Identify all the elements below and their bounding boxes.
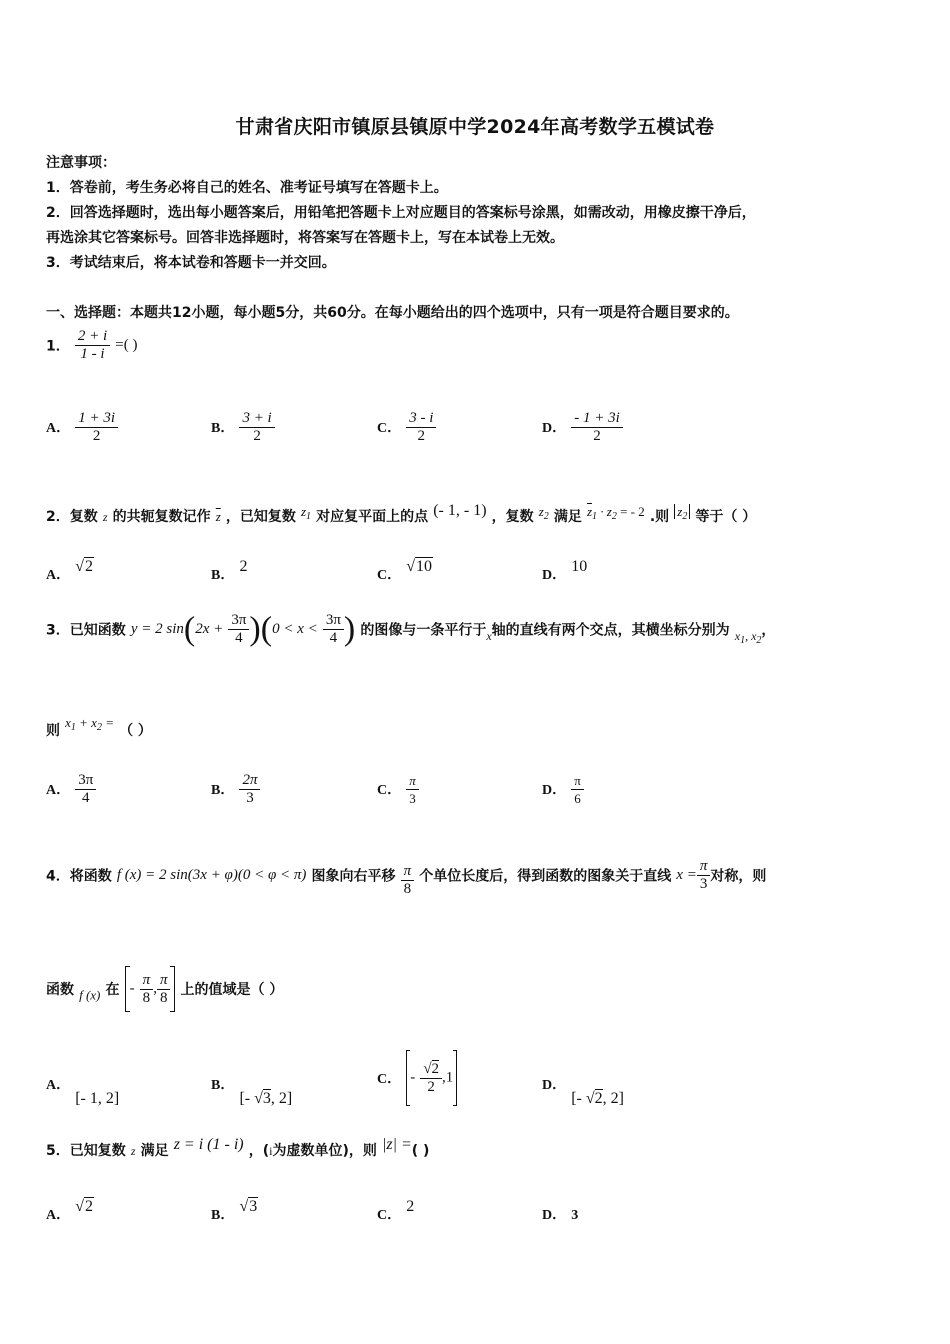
q1-option-c-label: C． [377, 421, 402, 436]
q2-rel-sub: 2 [611, 511, 617, 522]
q4-int-r-num: π [157, 972, 171, 990]
q4-option-d-label: D． [542, 1078, 567, 1093]
q2-relation: · z [600, 504, 612, 519]
q3-text-4: ， [761, 622, 776, 639]
q5-option-c-value: 2 [406, 1198, 415, 1215]
q1-option-b[interactable] [211, 410, 275, 445]
q3-option-c-num: π [406, 772, 419, 790]
q1-option-c[interactable] [377, 410, 436, 445]
question-3: 3．已知函数 y = 2 sin(2x + $\frac{3\pi}{4}$ )(0 < x < $\frac{3\pi}{4}$ ) 的图像与一条平行于$_x$轴的直线有两个交点，其横坐标分别为 $_{x_1, x_2}$， [46, 610, 776, 648]
q5-option-a-value: 2 [85, 1198, 93, 1215]
q2-z1bar: $\overline{z}$ [586, 504, 593, 519]
notice-item-2-cont: 再选涂其它答案标号。回答非选择题时，将答案写在答题卡上，写在本试卷上无效。 [46, 230, 564, 246]
q2-point: (- 1, - 1) [433, 502, 487, 519]
q5-option-d-label: D． [542, 1208, 567, 1223]
q3-text-3: 轴的直线有两个交点，其横坐标分别为 [491, 622, 730, 639]
q2-z2-sub: 2 [543, 511, 549, 522]
q3-func-a: y = 2 sin [130, 621, 184, 637]
question-5 [46, 1136, 429, 1160]
q4-number: 4． [46, 868, 70, 885]
q3-option-a-label: A． [46, 783, 71, 798]
q4-line-den: 3 [699, 876, 708, 892]
q1-option-c-num: 3 - i [406, 410, 436, 428]
q2-option-c-radicand: 10 [416, 558, 432, 575]
q3-number: 3． [46, 622, 70, 639]
q5-option-a-label: A． [46, 1208, 71, 1223]
q5-text-5: ( ) [411, 1143, 430, 1159]
q3-option-d-den: 6 [574, 791, 581, 806]
q3-option-d-num: π [571, 772, 584, 790]
q4-line-num: π [697, 858, 711, 876]
q3-option-a[interactable] [46, 772, 96, 807]
q3-option-b-den: 3 [246, 790, 254, 806]
q2-z1bar-sub: 1 [592, 511, 598, 522]
q3-frac-num: 3π [228, 612, 249, 630]
q2-number: 2． [46, 509, 70, 525]
q3-x2: x [751, 629, 757, 643]
q2-option-c-label: C． [377, 568, 402, 583]
q1-option-a-den: 2 [92, 428, 101, 444]
q5-option-a[interactable]: A． √2 [46, 1198, 93, 1223]
q4-shift-den: 8 [401, 880, 415, 898]
q2-z1: z [300, 504, 307, 519]
q4-option-c-label: C． [377, 1072, 402, 1087]
q2-option-a-radicand: 2 [85, 558, 93, 575]
q2-option-b[interactable] [211, 556, 247, 584]
q2-absz: z [677, 504, 683, 519]
q3-line2-a: 则 [46, 723, 60, 739]
q5-text-2: 满足 [140, 1143, 169, 1159]
q1-tail: =( ) [115, 337, 138, 353]
q4-line2-a: 函数 [46, 982, 74, 998]
q2-text-6: 满足 [553, 509, 582, 525]
q5-equation: z = i (1 - i) [173, 1136, 244, 1153]
q5-option-c-label: C． [377, 1208, 402, 1223]
q2-option-b-value: 2 [239, 558, 248, 575]
q4-text-5: 上的值域是（ ） [180, 982, 284, 998]
q4-int-l-num: π [140, 972, 154, 990]
q3-domain-den: 4 [329, 630, 338, 646]
q4-text-3: 个单位长度后，得到函数的图象关于直线 [419, 868, 672, 885]
q1-option-d[interactable] [542, 410, 623, 445]
q4-text-4: 对称，则 [710, 868, 767, 885]
q3-domain-num: 3π [323, 612, 344, 630]
page-title: 甘肃省庆阳市镇原县镇原中学2024年高考数学五模试卷 [235, 116, 715, 138]
q3-option-d-label: D． [542, 783, 567, 798]
q4-option-c[interactable]: C． - $\frac{√2}{2}$ ,1 [377, 1050, 457, 1106]
q5-text-4: 为虚数单位)，则 [272, 1143, 377, 1159]
q1-option-d-num: - 1 + 3i [571, 410, 623, 428]
q1-numerator: 2 + i [75, 328, 110, 346]
q2-text-8: 等于（ ） [695, 509, 757, 525]
q2-option-b-label: B． [211, 568, 235, 583]
q3-line2-x1: x [65, 715, 71, 730]
q1-option-a[interactable] [46, 410, 118, 445]
q2-relation-value: = - 2 [620, 504, 645, 519]
q3-xvar: x [486, 629, 492, 643]
q1-fraction [75, 328, 110, 363]
q1-option-b-label: B． [211, 421, 235, 436]
q3-text-2: 的图像与一条平行于 [360, 622, 487, 639]
q5-option-d-value: 3 [571, 1208, 579, 1223]
q4-option-a[interactable] [46, 1074, 119, 1108]
q3-frac-den: 4 [235, 630, 243, 646]
q5-i: i [269, 1144, 273, 1158]
q2-option-a-value: √2 [75, 558, 93, 575]
q3-option-b-num: 2π [239, 772, 260, 790]
q3-func-b: 2x + [195, 621, 224, 637]
q4-line-x: x = [676, 867, 697, 883]
q1-option-d-den: 2 [593, 428, 601, 444]
q2-text-1: 复数 [69, 509, 98, 525]
question-1 [46, 328, 137, 363]
q3-option-c-den: 3 [409, 791, 416, 806]
q1-option-d-label: D． [542, 421, 567, 436]
q4-option-d[interactable]: D． [- √2, 2] [542, 1078, 624, 1107]
notice-item-3: 3．考试结束后，将本试卷和答题卡一并交回。 [46, 255, 336, 271]
q1-option-b-den: 2 [253, 428, 261, 444]
q3-option-b-label: B． [211, 783, 235, 798]
q1-option-c-den: 2 [417, 428, 426, 444]
q3-x1: x [734, 629, 741, 643]
q4-text-2: 图象向右平移 [311, 868, 396, 885]
q2-text-5: ，复数 [491, 509, 534, 525]
q5-number: 5． [46, 1143, 70, 1159]
q5-option-d[interactable] [542, 1196, 578, 1224]
q5-option-c[interactable] [377, 1196, 414, 1224]
q1-option-b-num: 3 + i [239, 410, 274, 428]
q5-option-b-value: 3 [249, 1198, 258, 1215]
q2-option-d-value: 10 [571, 558, 588, 575]
section-heading: 一、选择题：本题共12小题，每小题5分，共60分。在每小题给出的四个选项中，只有一项是符合题目要求的。 [46, 305, 739, 321]
question-2 [46, 496, 756, 532]
q4-function: f (x) = 2 sin(3x + φ)(0 < φ < π) [116, 867, 307, 883]
q1-option-a-label: A． [46, 421, 71, 436]
q4-option-a-label: A． [46, 1078, 71, 1093]
q2-text-2: 的共轭复数记作 [112, 509, 211, 525]
q5-abs: |z| = [381, 1136, 412, 1153]
q3-line2-b: （ ） [119, 723, 152, 739]
q2-text-7: .则 [649, 509, 670, 525]
q4-shift-num: π [403, 863, 412, 879]
q5-text-1: 已知复数 [69, 1143, 126, 1159]
q2-option-d-label: D． [542, 568, 567, 583]
q2-zbar: $\overline{z}$ [215, 509, 221, 524]
notice-item-2: 2．回答选择题时，选出每小题答案后，用铅笔把答题卡上对应题目的答案标号涂黑，如需改动，用橡皮擦干净后， [46, 205, 756, 221]
q4-line2-b: 在 [105, 982, 120, 998]
q3-option-b[interactable] [211, 772, 260, 807]
q2-text-4: 对应复平面上的点 [316, 509, 429, 525]
q4-option-a-value: [- 1, 2] [75, 1090, 120, 1107]
q3-text-1: 已知函数 [69, 622, 126, 639]
q4-interval-minus: - [129, 980, 135, 997]
q3-line2-x2: x [91, 715, 97, 730]
q2-option-a-label: A． [46, 568, 71, 583]
q2-absz-sub: 2 [682, 511, 688, 522]
q4-fx: f (x) [79, 987, 101, 1003]
q3-option-c[interactable] [377, 772, 419, 807]
q3-option-a-num: 3π [75, 772, 96, 790]
q4-int-l-den: 8 [142, 989, 151, 1006]
q2-z2: z [538, 504, 544, 519]
q3-domain: 0 < x < [272, 621, 318, 637]
q2-option-a[interactable] [46, 556, 94, 584]
q5-z: z [130, 1144, 136, 1158]
question-3-line-2: 则 $x_1 + x_2$ = （ ） [46, 715, 152, 739]
q5-option-b-label: B． [211, 1208, 235, 1223]
q3-option-c-label: C． [377, 783, 402, 798]
q1-option-a-num: 1 + 3i [75, 410, 118, 428]
q3-option-d[interactable] [542, 772, 584, 807]
question-4 [46, 858, 766, 898]
q4-option-b-label: B． [211, 1078, 235, 1093]
q4-option-b[interactable]: B． [- √3, 2] [211, 1078, 293, 1107]
q4-text-1: 将函数 [69, 868, 112, 885]
q1-denominator: 1 - i [80, 346, 105, 362]
q2-option-c[interactable] [377, 556, 433, 584]
notice-item-1: 1．答卷前，考生务必将自己的姓名、准考证号填写在答题卡上。 [46, 180, 448, 196]
q2-text-3: ，已知复数 [225, 509, 296, 525]
q1-number: 1． [46, 338, 70, 355]
q5-text-3: ，( [248, 1143, 270, 1159]
q4-int-r-den: 8 [159, 989, 168, 1006]
q5-option-b[interactable]: B． √3 [211, 1198, 258, 1223]
q2-z1-sub: 1 [306, 511, 312, 522]
notice-heading: 注意事项： [46, 155, 116, 171]
q3-option-a-den: 4 [82, 790, 90, 806]
q2-option-d[interactable] [542, 556, 587, 584]
question-4-line-2: 函数 $_{f (x)}$ 在 - $\frac{\pi}{8}$ , $\frac{\pi}{8}$ 上的值域是（ ） [46, 966, 283, 1012]
q2-z: z [102, 510, 108, 524]
q2-option-c-value: √10 [406, 558, 432, 575]
